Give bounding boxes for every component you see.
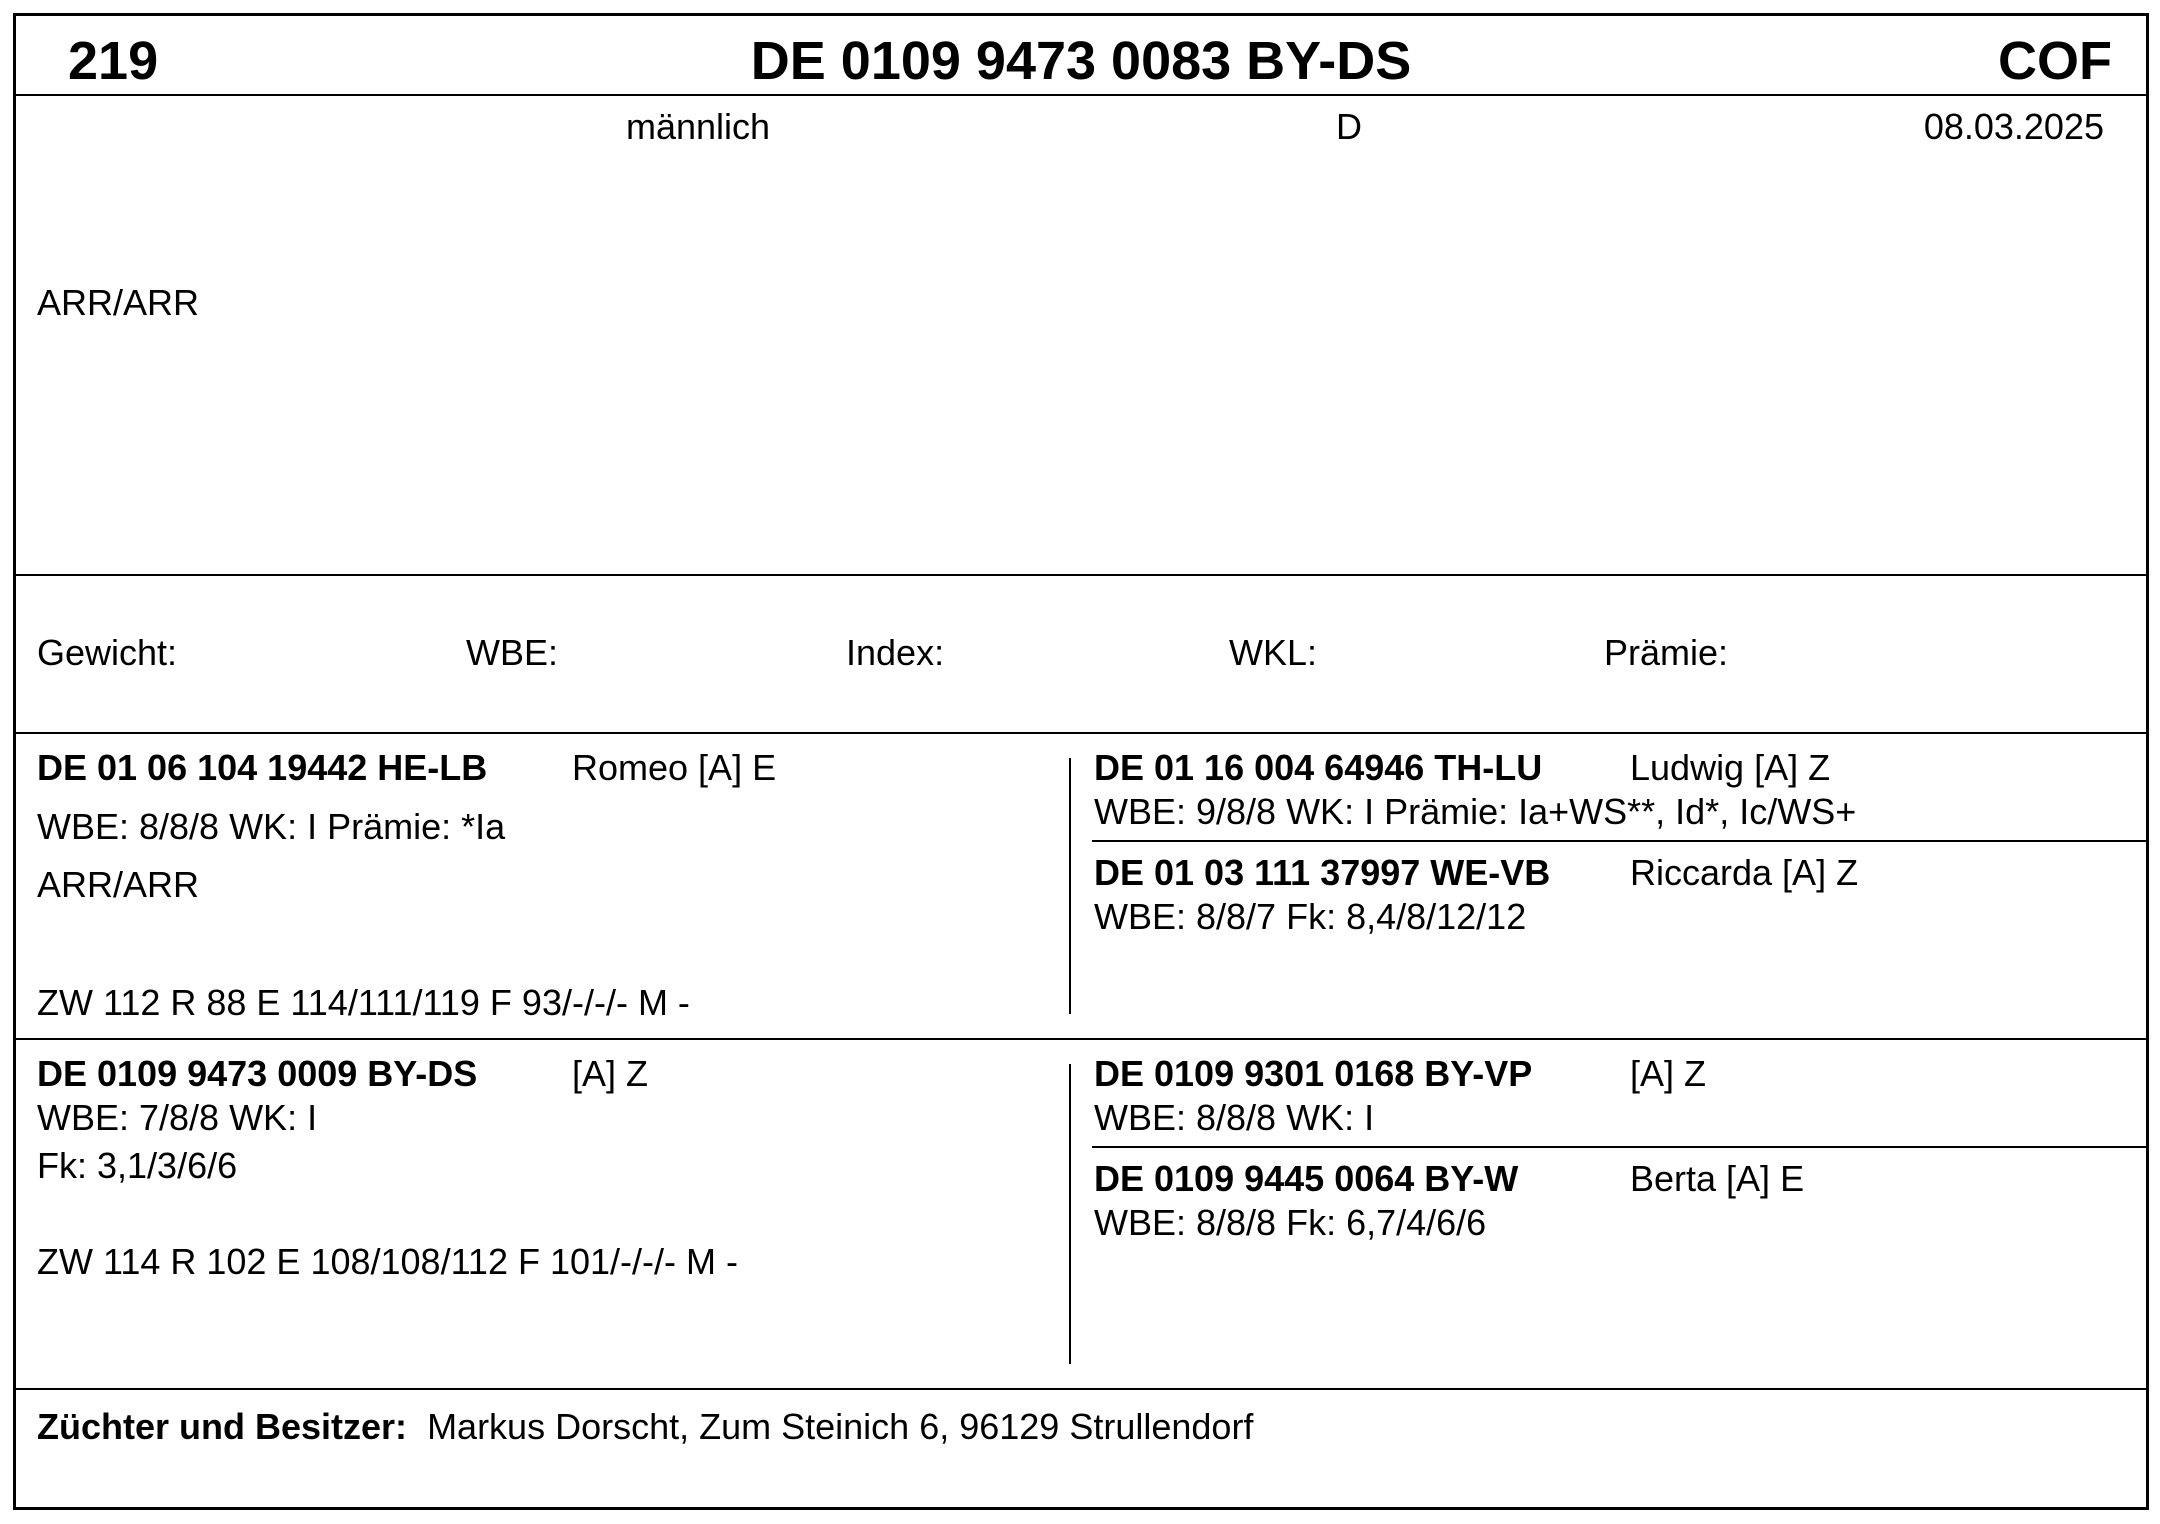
catalog-number: 219 [68,31,159,91]
breeder-owner [37,1406,1253,1448]
animal-id: DE 0109 9473 0083 BY-DS [750,31,1412,91]
dam-id: DE 0109 9473 0009 BY-DS [37,1053,478,1094]
breed-code: COF [1998,31,2112,91]
sire-dam-wbe: WBE: 8/8/7 Fk: 8,4/8/12/12 [1094,896,1527,937]
dam-name: [A] Z [572,1053,649,1094]
field-gewicht: Gewicht: [37,632,178,673]
fields-divider [16,732,2146,734]
field-index: Index: [846,632,945,673]
dam-breeding-values: ZW 114 R 102 E 108/108/112 F 101/-/-/- M - [37,1241,738,1282]
breeder-owner-label: Züchter und Besitzer: [37,1406,408,1447]
field-praemie: Prämie: [1604,632,1729,673]
sire-dam-name: Riccarda [A] Z [1630,852,1859,893]
dam-fk: Fk: 3,1/3/6/6 [37,1145,238,1186]
sire-genotype: ARR/ARR [37,864,200,905]
dam-dam-name: Berta [A] E [1630,1158,1805,1199]
dam-dam-id: DE 0109 9445 0064 BY-W [1094,1158,1519,1199]
dam-dam-wbe: WBE: 8/8/8 Fk: 6,7/4/6/6 [1094,1202,1487,1243]
date: 08.03.2025 [1923,106,2104,147]
sire-name: Romeo [A] E [572,747,777,788]
sire-id: DE 01 06 104 19442 HE-LB [37,747,488,788]
genotype: ARR/ARR [37,282,200,323]
dam-sire-wbe: WBE: 8/8/8 WK: I [1094,1097,1375,1138]
sire-dam-id: DE 01 03 111 37997 WE-VB [1094,852,1551,893]
dam-column-divider [1069,1064,1071,1364]
header-divider [16,94,2146,96]
info-divider [16,574,2146,576]
sire-column-divider [1069,758,1071,1014]
sire-wbe: WBE: 8/8/8 WK: I Prämie: *Ia [37,806,506,847]
dam-parents-divider [1092,1146,2146,1148]
sire-block-divider [16,1038,2146,1040]
field-wkl: WKL: [1229,632,1318,673]
sire-sire-name: Ludwig [A] Z [1630,747,1831,788]
dam-sire-name: [A] Z [1630,1053,1707,1094]
breeder-owner-value: Markus Dorscht, Zum Steinich 6, 96129 Strullendorf [427,1406,1254,1447]
sire-sire-wbe: WBE: 9/8/8 WK: I Prämie: Ia+WS**, Id*, Ic/WS+ [1094,791,1857,832]
dam-wbe: WBE: 7/8/8 WK: I [37,1097,318,1138]
pedigree-card [13,13,2149,1510]
sire-sire-id: DE 01 16 004 64946 TH-LU [1094,747,1543,788]
category: D [1336,106,1362,147]
sire-breeding-values: ZW 112 R 88 E 114/111/119 F 93/-/-/- M - [37,982,690,1023]
sire-parents-divider [1092,840,2146,842]
dam-sire-id: DE 0109 9301 0168 BY-VP [1094,1053,1533,1094]
dam-block-divider [16,1388,2146,1390]
sex: männlich [626,106,771,147]
field-wbe: WBE: [466,632,559,673]
